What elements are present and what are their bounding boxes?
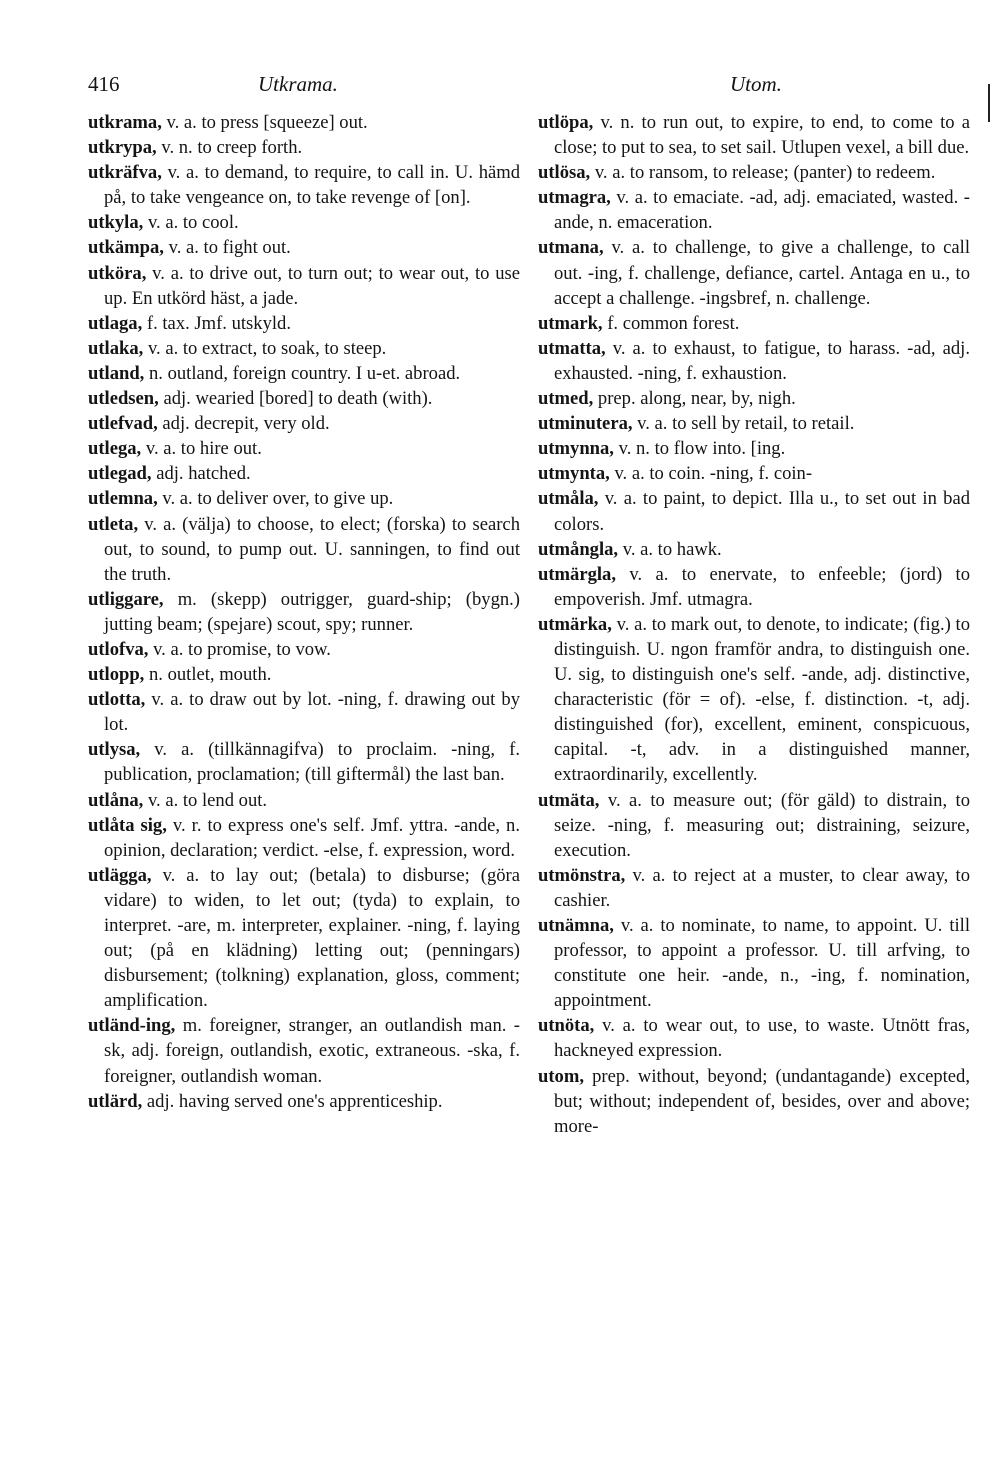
entry-headword: utnämna, [538,915,614,936]
dictionary-entry [88,411,520,436]
entry-headword: utmana, [538,237,604,259]
dictionary-entry [538,461,970,486]
left-column [88,110,520,1114]
entry-headword: utminutera, [538,413,633,435]
dictionary-entry [88,311,520,336]
entry-definition: v. a. to enervate, to enfeeble; (jord) to empoverish. Jmf. utmagra. [554,563,970,610]
entry-definition: prep. along, near, by, nigh. [597,388,796,410]
entry-definition: v. a. to draw out by lot. -ning, f. drawing out by lot. [104,689,520,736]
dictionary-entry [538,411,970,436]
entry-headword: utlotta, [88,689,146,711]
entry-definition: v. a. to lend out. [147,789,268,811]
entry-definition: adj. hatched. [156,463,251,485]
entry-headword: utmärka, [538,613,612,635]
dictionary-entry [538,110,970,160]
entry-headword: utleta, [88,513,139,535]
entry-headword: utkyla, [88,212,144,234]
entry-definition: v. a. to demand, to require, to call in. U. hämd på, to take vengeance on, to take revenge of [on]. [104,162,520,209]
entry-headword: utmatta, [538,337,606,359]
entry-headword: utlöpa, [538,112,594,133]
entry-definition: v. a. to measure out; (för gäld) to distrain, to seize. -ning, f. measuring out; distraining, seizure, execution. [554,789,970,861]
entry-definition: v. a. to cool. [147,212,239,234]
entry-headword: utmynta, [538,463,610,485]
entry-definition: v. r. to express one's self. Jmf. yttra. -ande, n. opinion, declaration; verdict. -else, f. expression, word. [104,814,520,861]
dictionary-entry [538,1013,970,1063]
entry-definition: v. a. (tillkännagifva) to proclaim. -ning, f. publication, proclamation; (till giftermål) the last ban. [104,739,520,786]
entry-definition: v. a. to lay out; (betala) to disburse; (göra vidare) to widen, to let out; (tyda) to explain, to interpret. -are, m. interpreter, explainer. -ning, f. laying out; (på en klädning) letting out; (penningars) disbursement; (tolkning) explanation, gloss, comment; amplification. [104,864,520,1012]
right-column [538,110,970,1139]
dictionary-entry [88,336,520,361]
entry-headword: utmåla, [538,488,599,510]
entry-headword: utlaka, [88,337,144,359]
entry-headword: utmångla, [538,538,619,560]
dictionary-entry [88,486,520,511]
dictionary-entry [88,436,520,461]
entry-definition: adj. decrepit, very old. [162,413,330,435]
entry-headword: utlemna, [88,488,158,510]
dictionary-entry [88,1089,520,1114]
dictionary-entry [88,361,520,386]
entry-definition: v. n. to creep forth. [161,137,303,159]
entry-headword: utkrama, [88,112,162,133]
dictionary-entry [88,135,520,160]
dictionary-entry [538,235,970,310]
entry-definition: v. a. to mark out, to denote, to indicate; (fig.) to distinguish. U. ngon framför andra, to distinguish one. U. sig, to distinguish one's self. -ande, adj. distinctive, characteristic (för = of). -else, f. distinction. -t, adj. distinguished (for), excellent, eminent, conspicuous, capital. -t, adv. in a distinguished manner, extraordinarily, excellently. [554,613,970,786]
dictionary-entry [88,687,520,737]
entry-definition: f. common forest. [607,312,740,334]
entry-headword: utlopp, [88,664,145,686]
entry-definition: v. a. to promise, to vow. [153,638,331,660]
dictionary-entry [88,637,520,662]
entry-headword: utlösa, [538,162,591,184]
entry-definition: v. a. to nominate, to name, to appoint. U. till professor, to appoint a professor. U. till arfving, to constitute one heir. -ande, n., -ing, f. nomination, appointment. [554,915,971,1012]
dictionary-entry [538,185,970,235]
entry-definition: v. a. to wear out, to use, to waste. Utnött fras, hackneyed expression. [554,1015,970,1062]
dictionary-entry [88,813,520,863]
entry-headword: utlofva, [88,638,149,660]
entry-headword: utköra, [88,262,147,284]
entry-headword: utländ-ing, [88,1015,176,1037]
left-guide-word: Utkrama. [258,72,338,96]
dictionary-entry [538,612,970,788]
entry-headword: utmark, [538,312,603,334]
entry-headword: utmed, [538,388,594,410]
entry-definition: v. a. to deliver over, to give up. [162,488,394,510]
entry-definition: v. a. (välja) to choose, to elect; (forska) to search out, to sound, to pump out. U. sanningen, to find out the truth. [104,513,520,585]
dictionary-entry [88,662,520,687]
entry-headword: utmagra, [538,187,611,209]
entry-definition: v. a. to extract, to soak, to steep. [147,337,387,359]
entry-definition: v. a. to drive out, to turn out; to wear out, to use up. En utkörd häst, a jade. [104,262,520,309]
dictionary-entry [88,386,520,411]
entry-definition: v. a. to sell by retail, to retail. [637,413,855,435]
entry-definition: m. (skepp) outrigger, guard-ship; (bygn.) jutting beam; (spejare) scout, spy; runner. [104,588,521,635]
dictionary-entry [88,512,520,587]
page-number: 416 [88,72,120,96]
dictionary-entry [538,436,970,461]
right-guide-word: Utom. [730,72,782,96]
entry-headword: utmärgla, [538,563,616,585]
entry-definition: v. a. to reject at a muster, to clear away, to cashier. [554,864,971,911]
entry-headword: utlaga, [88,312,143,334]
entry-definition: v. a. to emaciate. -ad, adj. emaciated, wasted. -ande, n. emaceration. [554,187,970,234]
entry-definition: prep. without, beyond; (undantagande) excepted, but; without; independent of, besides, over and above; more- [554,1065,970,1137]
entry-definition: v. a. to hire out. [145,438,262,460]
entry-headword: utmönstra, [538,864,626,886]
entry-headword: utledsen, [88,388,159,410]
dictionary-entry [88,210,520,235]
dictionary-entry [538,336,970,386]
entry-definition: v. a. to ransom, to release; (panter) to redeem. [594,162,936,184]
entry-definition: m. foreigner, stranger, an outlandish man. -sk, adj. foreign, outlandish, exotic, extraneous. -ska, f. foreigner, outlandish woman. [104,1015,520,1087]
dictionary-entry [538,386,970,411]
dictionary-entry [538,788,970,863]
entry-definition: v. a. to fight out. [168,237,291,259]
dictionary-entry [88,863,520,1014]
dictionary-entry [538,486,970,536]
entry-headword: utnöta, [538,1015,595,1037]
entry-definition: v. a. to press [squeeze] out. [166,112,368,133]
entry-headword: utlefvad, [88,413,158,435]
dictionary-entry [538,160,970,185]
entry-headword: utlåna, [88,789,144,811]
entry-headword: utliggare, [88,588,164,610]
entry-headword: utkräfva, [88,162,162,184]
dictionary-entry [88,261,520,311]
dictionary-entry [88,587,520,637]
entry-definition: v. a. to exhaust, to fatigue, to harass. -ad, adj. exhausted. -ning, f. exhaustion. [554,337,970,384]
dictionary-entry [88,788,520,813]
dictionary-entry [538,1064,970,1139]
entry-definition: v. a. to coin. -ning, f. coin- [614,463,813,485]
dictionary-entry [88,110,520,135]
dictionary-entry [88,737,520,787]
entry-headword: utlysa, [88,739,141,761]
entry-headword: utmäta, [538,789,600,811]
entry-headword: utlärd, [88,1090,143,1112]
dictionary-entry [88,461,520,486]
entry-headword: utlägga, [88,864,152,886]
entry-definition: n. outlet, mouth. [148,664,272,686]
dictionary-entry [88,235,520,260]
dictionary-entry [88,1013,520,1088]
entry-headword: utmynna, [538,438,614,460]
entry-definition: v. n. to run out, to expire, to end, to come to a close; to put to sea, to set sail. Utlupen vexel, a bill due. [554,112,970,159]
entry-definition: n. outland, foreign country. I u-et. abroad. [148,362,461,384]
entry-headword: utlegad, [88,463,152,485]
entry-definition: v. a. to hawk. [622,538,722,560]
entry-definition: adj. having served one's apprenticeship. [146,1090,443,1112]
entry-definition: f. tax. Jmf. utskyld. [146,312,291,334]
entry-headword: utland, [88,362,145,384]
entry-definition: v. n. to flow into. [ing. [618,438,786,460]
entry-definition: adj. wearied [bored] to death (with). [163,388,433,410]
dictionary-entry [538,311,970,336]
entry-headword: utkrypa, [88,137,157,159]
dictionary-entry [538,913,970,1013]
entry-headword: utom, [538,1065,584,1087]
entry-headword: utlåta sig, [88,814,167,836]
dictionary-entry [538,562,970,612]
dictionary-entry [88,160,520,210]
entry-definition: v. a. to challenge, to give a challenge, to call out. -ing, f. challenge, defiance, cartel. Antaga en u., to accept a challenge. -ingsbref, n. challenge. [554,237,970,309]
entry-headword: utkämpa, [88,237,164,259]
dictionary-entry [538,537,970,562]
entry-headword: utlega, [88,438,142,460]
entry-definition: v. a. to paint, to depict. Illa u., to set out in bad colors. [554,488,970,535]
margin-rule [988,84,990,122]
dictionary-entry [538,863,970,913]
